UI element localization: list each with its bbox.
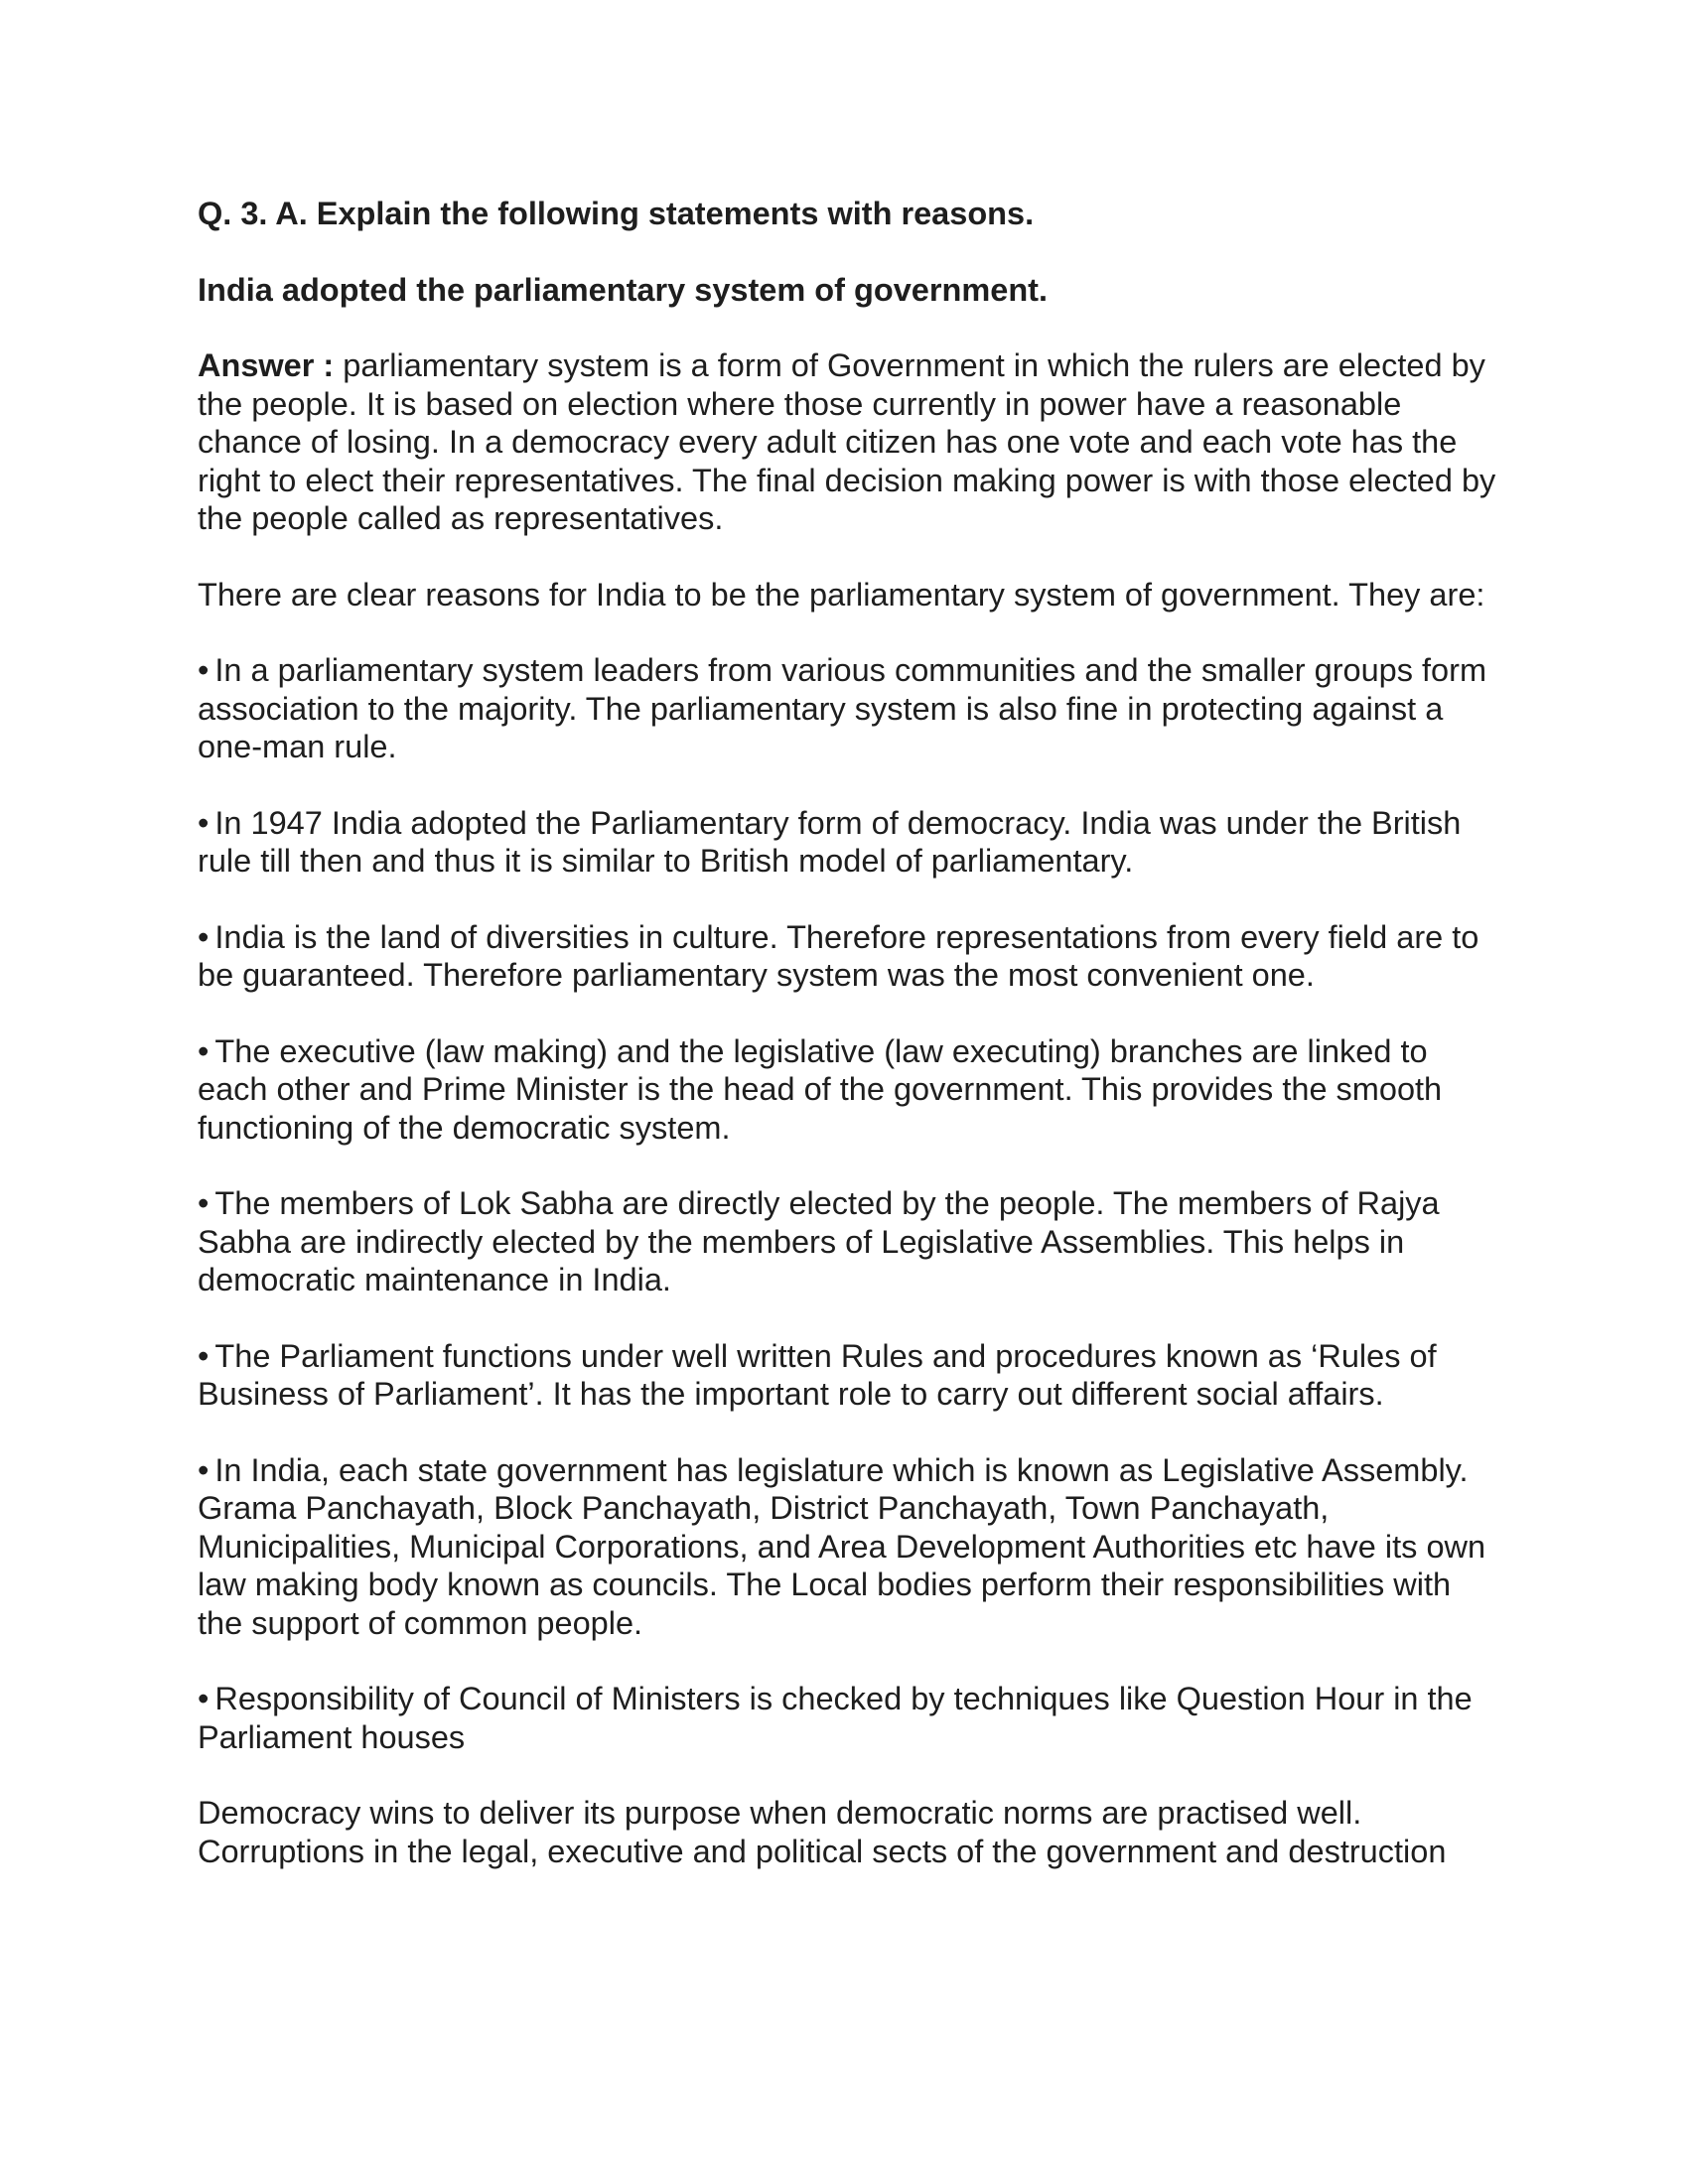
closing-paragraph: Democracy wins to deliver its purpose when democratic norms are practised well. Corruptions in the legal, executive and political sects of the government and destruction [198, 1795, 1447, 1869]
bullet-symbol: • [198, 918, 210, 955]
bullet-item-8 [198, 1680, 1498, 1756]
question-statement: India adopted the parliamentary system of government. [198, 271, 1049, 308]
bullet-symbol: • [198, 1185, 210, 1221]
bullet-text: The members of Lok Sabha are directly elected by the people. The members of Rajya Sabha are indirectly elected by the members of Legislative Assemblies. This helps in democratic maintenance in India. [198, 1185, 1440, 1297]
bullet-item-2 [198, 804, 1498, 881]
bullet-symbol: • [198, 652, 210, 688]
bullet-item-4 [198, 1032, 1498, 1148]
bullet-text: Responsibility of Council of Ministers is checked by techniques like Question Hour in the Parliament houses [198, 1681, 1473, 1755]
question-title: Q. 3. A. Explain the following statements with reasons. [198, 196, 1035, 231]
bullet-symbol: • [198, 1451, 210, 1488]
answer-intro-text: parliamentary system is a form of Government in which the rulers are elected by the people. It is based on election where those currently in power have a reasonable chance of losing. In a democracy every adult citizen has one vote and each vote has the right to elect their representatives. The final decision making power is with those elected by the people called as representatives. [198, 347, 1496, 536]
bullet-item-7 [198, 1451, 1498, 1643]
bullet-text: The executive (law making) and the legislative (law executing) branches are linked to each other and Prime Minister is the head of the government. This provides the smooth functioning of the democratic system. [198, 1032, 1443, 1146]
bullet-symbol: • [198, 1681, 210, 1716]
answer-intro-paragraph [198, 346, 1498, 538]
bullet-item-3 [198, 918, 1498, 995]
reasons-intro: There are clear reasons for India to be the parliamentary system of government. They are: [198, 576, 1485, 613]
bullet-text: In India, each state government has legislature which is known as Legislative Assembly. Grama Panchayath, Block Panchayath, District Panchayath, Town Panchayath, Municipalities, Municipal Corporations, and Area Development Authorities etc have its own law making body known as councils. The Local bodies perform their responsibilities with the support of common people. [198, 1451, 1486, 1641]
bullet-text: India is the land of diversities in culture. Therefore representations from every field are to be guaranteed. Therefore parliamentary system was the most convenient one. [198, 918, 1479, 993]
bullet-symbol: • [198, 1337, 210, 1374]
bullet-item-5 [198, 1184, 1498, 1299]
bullet-text: In a parliamentary system leaders from various communities and the smaller groups form association to the majority. The parliamentary system is also fine in protecting against a one-man rule. [198, 652, 1487, 764]
bullet-text: The Parliament functions under well written Rules and procedures known as ‘Rules of Business of Parliament’. It has the important role to carry out different social affairs. [198, 1337, 1437, 1412]
bullet-item-1 [198, 651, 1498, 766]
answer-label: Answer : [198, 347, 335, 383]
bullet-symbol: • [198, 1032, 210, 1069]
bullet-text: In 1947 India adopted the Parliamentary form of democracy. India was under the British rule till then and thus it is similar to British model of parliamentary. [198, 804, 1462, 879]
bullet-item-6 [198, 1337, 1498, 1414]
document-page [198, 195, 1498, 1908]
bullet-symbol: • [198, 804, 210, 841]
